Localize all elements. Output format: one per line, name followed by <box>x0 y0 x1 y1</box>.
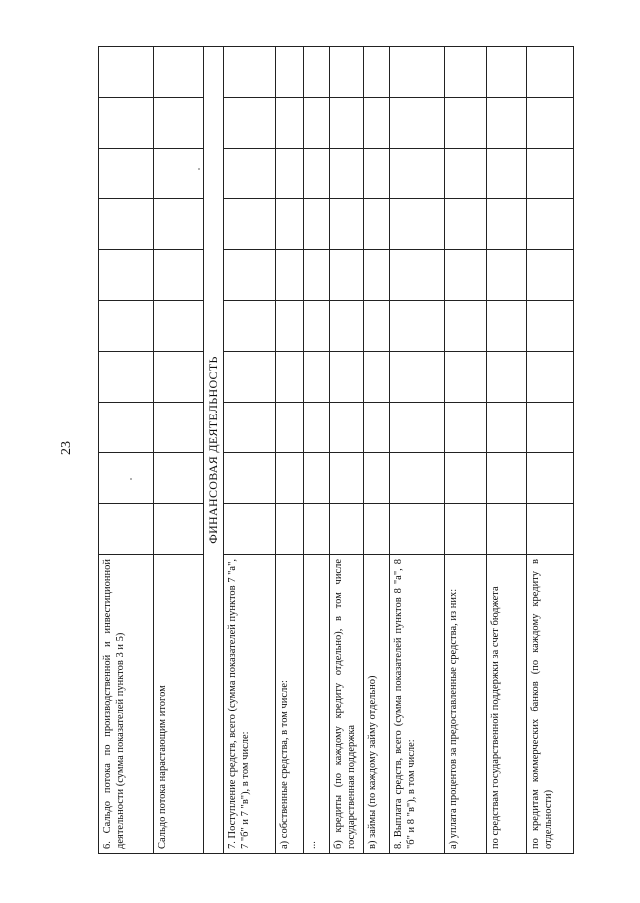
table-cell <box>527 148 574 199</box>
row-label-credits: б) кредиты (по каждому кредиту отдельно), в том числе государственная поддержка <box>330 555 364 854</box>
table-cell <box>527 504 574 555</box>
table-row <box>445 47 487 854</box>
table-cell <box>330 199 364 250</box>
table-cell <box>304 351 330 402</box>
table-cell <box>527 199 574 250</box>
row-label-loans: в) займы (по каждому займу отдельно) <box>364 555 390 854</box>
table-cell <box>330 504 364 555</box>
table-cell <box>487 47 527 98</box>
table-cell <box>154 301 204 352</box>
table-cell <box>445 97 487 148</box>
scan-speck <box>198 168 200 170</box>
table-cell <box>364 97 390 148</box>
table-cell <box>154 148 204 199</box>
table-cell <box>445 402 487 453</box>
table-cell <box>390 47 445 98</box>
table-cell <box>487 148 527 199</box>
table-cell <box>224 453 276 504</box>
table-cell <box>276 148 304 199</box>
table-cell <box>154 250 204 301</box>
table-cell <box>390 453 445 504</box>
table-row <box>487 47 527 854</box>
table-cell <box>364 148 390 199</box>
table-cell <box>445 351 487 402</box>
table-cell <box>330 351 364 402</box>
table-cell <box>99 47 154 98</box>
table-cell <box>304 47 330 98</box>
table-cell <box>445 250 487 301</box>
row-label-funds-outflow: 8. Выплата средств, всего (сумма показателей пунктов 8 "а", 8 "б" и 8 "в"), в том числе: <box>390 555 445 854</box>
table-cell <box>445 301 487 352</box>
table-row <box>304 47 330 854</box>
row-label-commercial-bank-credits: по кредитам коммерческих банков (по каждому кредиту в отдельности) <box>527 555 574 854</box>
table-cell <box>487 402 527 453</box>
table-cell <box>330 97 364 148</box>
table-cell <box>390 250 445 301</box>
table-row <box>330 47 364 854</box>
financial-table-container <box>98 46 573 854</box>
row-label-own-funds: а) собственные средства, в том числе: <box>276 555 304 854</box>
table-cell <box>527 402 574 453</box>
table-cell <box>445 148 487 199</box>
table-cell <box>99 250 154 301</box>
table-cell <box>224 301 276 352</box>
table-cell <box>330 250 364 301</box>
table-cell <box>527 453 574 504</box>
table-cell <box>154 504 204 555</box>
table-cell <box>364 351 390 402</box>
table-cell <box>154 402 204 453</box>
table-cell <box>276 504 304 555</box>
table-cell <box>99 504 154 555</box>
table-cell <box>224 97 276 148</box>
section-header-row <box>204 47 224 854</box>
table-cell <box>527 351 574 402</box>
table-cell <box>224 47 276 98</box>
table-cell <box>276 453 304 504</box>
table-row <box>364 47 390 854</box>
table-row <box>224 47 276 854</box>
table-cell <box>364 47 390 98</box>
row-label-ellipsis: ... <box>304 555 330 854</box>
table-cell <box>390 301 445 352</box>
table-cell <box>364 250 390 301</box>
row-label-state-support: по средствам государственной поддержки за счет бюджета <box>487 555 527 854</box>
table-cell <box>487 504 527 555</box>
table-cell <box>390 97 445 148</box>
table-cell <box>224 250 276 301</box>
table-cell <box>390 504 445 555</box>
table-cell <box>154 453 204 504</box>
table-cell <box>390 148 445 199</box>
table-cell <box>364 199 390 250</box>
table-cell <box>99 402 154 453</box>
table-row <box>276 47 304 854</box>
table-row <box>390 47 445 854</box>
table-cell <box>304 148 330 199</box>
table-cell <box>276 97 304 148</box>
table-cell <box>390 351 445 402</box>
table-cell <box>304 250 330 301</box>
table-cell <box>99 301 154 352</box>
row-label-cumulative-saldo: Сальдо потока нарастающим итогом <box>154 555 204 854</box>
scan-speck <box>130 478 132 480</box>
table-cell <box>330 47 364 98</box>
table-cell <box>304 453 330 504</box>
table-cell <box>527 301 574 352</box>
table-cell <box>224 199 276 250</box>
section-title-financial-activity: ФИНАНСОВАЯ ДЕЯТЕЛЬНОСТЬ <box>204 47 224 854</box>
table-cell <box>330 148 364 199</box>
row-label-interest-payment: а) уплата процентов за предоставленные средства, из них: <box>445 555 487 854</box>
table-cell <box>154 199 204 250</box>
table-cell <box>224 148 276 199</box>
table-cell <box>330 301 364 352</box>
table-cell <box>276 301 304 352</box>
table-cell <box>304 199 330 250</box>
table-cell <box>364 402 390 453</box>
table-cell <box>390 402 445 453</box>
table-cell <box>487 301 527 352</box>
cash-flow-table <box>98 46 574 854</box>
table-cell <box>276 47 304 98</box>
table-cell <box>364 453 390 504</box>
table-row <box>154 47 204 854</box>
table-cell <box>99 199 154 250</box>
table-cell <box>445 504 487 555</box>
table-cell <box>330 402 364 453</box>
table-cell <box>445 47 487 98</box>
table-cell <box>154 97 204 148</box>
table-cell <box>304 301 330 352</box>
table-cell <box>364 301 390 352</box>
table-cell <box>276 250 304 301</box>
table-cell <box>304 504 330 555</box>
table-cell <box>99 97 154 148</box>
table-cell <box>364 504 390 555</box>
table-cell <box>99 453 154 504</box>
rotated-table-frame <box>98 46 573 854</box>
table-cell <box>487 97 527 148</box>
table-row <box>527 47 574 854</box>
table-cell <box>304 97 330 148</box>
table-cell <box>445 199 487 250</box>
table-cell <box>487 250 527 301</box>
table-cell <box>224 504 276 555</box>
table-cell <box>330 453 364 504</box>
table-cell <box>527 250 574 301</box>
table-cell <box>224 351 276 402</box>
table-cell <box>487 199 527 250</box>
table-cell <box>390 199 445 250</box>
table-cell <box>445 453 487 504</box>
table-row <box>99 47 154 854</box>
table-cell <box>224 402 276 453</box>
table-cell <box>154 351 204 402</box>
row-label-saldo-operating-investing: 6. Сальдо потока по производственной и инвестиционной деятельности (сумма показателей пунктов 3 и 5) <box>99 555 154 854</box>
table-cell <box>527 47 574 98</box>
table-cell <box>99 148 154 199</box>
table-cell <box>276 199 304 250</box>
table-cell <box>154 47 204 98</box>
table-cell <box>527 97 574 148</box>
table-cell <box>99 351 154 402</box>
table-cell <box>487 351 527 402</box>
table-cell <box>487 453 527 504</box>
table-cell <box>276 402 304 453</box>
row-label-funds-inflow: 7. Поступление средств, всего (сумма показателей пунктов 7 "а", 7 "б" и 7 "в"), в том числе: <box>224 555 276 854</box>
page-number: 23 <box>59 441 74 455</box>
table-cell <box>276 351 304 402</box>
table-cell <box>304 402 330 453</box>
